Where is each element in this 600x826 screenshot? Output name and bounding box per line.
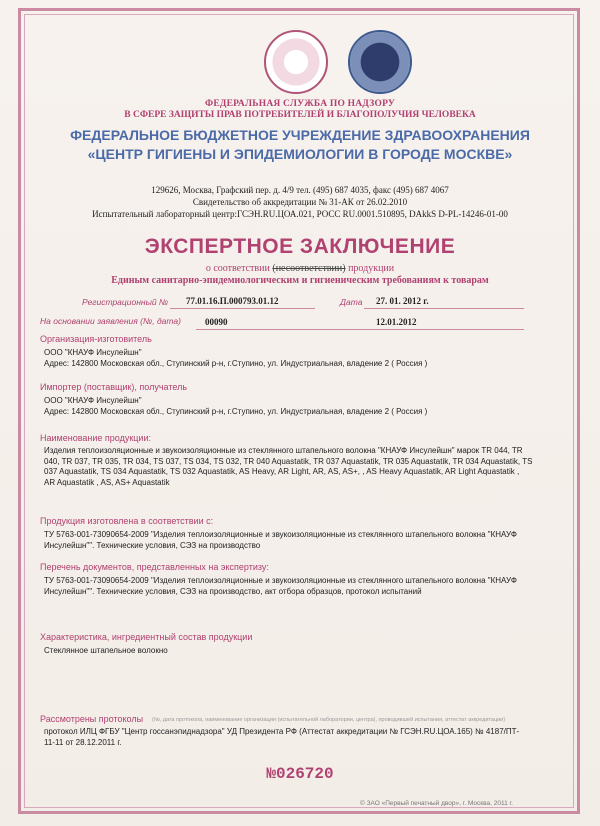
- produced-per-line: Инсулейшн"". Технические условия, СЭЗ на производство: [44, 540, 261, 550]
- subtitle-line1: [30, 263, 570, 274]
- produced-per-label: Продукция изготовлена в соответствии с:: [40, 516, 214, 526]
- protocols-label: Рассмотрены протоколы: [40, 714, 144, 724]
- application-number: 00090: [205, 317, 228, 327]
- documents-lines: [44, 576, 574, 597]
- serial-number: №026720: [266, 765, 334, 783]
- product-lines: [44, 446, 574, 488]
- institution-line2: «ЦЕНТР ГИГИЕНЫ И ЭПИДЕМИОЛОГИИ В ГОРОДЕ МОСКВЕ»: [87, 146, 513, 162]
- lab-center-line: Испытательный лабораторный центр:ГСЭН.RU.ЦОА.021, РОСС RU.0001.510895, DAkkS D-PL-14246-01-00: [92, 209, 508, 219]
- registration-number: 77.01.16.П.000793.01.12: [186, 296, 279, 306]
- documents-label: Перечень документов, представленных на экспертизу:: [40, 562, 269, 572]
- importer-address: Адрес: 142800 Московская обл., Ступинский р-н, г.Ступино, ул. Индустриальная, владение 2 ( Россия ): [44, 407, 428, 416]
- manufacturer-label: Организация-изготовитель: [40, 334, 152, 344]
- accreditation-line: Свидетельство об аккредитации № 31-АК от 26.02.2010: [192, 197, 408, 207]
- institution-line1: ФЕДЕРАЛЬНОЕ БЮДЖЕТНОЕ УЧРЕЖДЕНИЕ ЗДРАВООХРАНЕНИЯ: [70, 127, 530, 143]
- importer-label: Импортер (поставщик), получатель: [40, 382, 188, 392]
- product-line: 037 Aquastatik, TS 034 Aquastatik, TS 032 Aquastatik, AS Heavy, AR Light, AR, AS, AS+, , AS Heavy Aquastatik, AR Light Aquastatik ,: [44, 467, 520, 476]
- product-line: Изделия теплоизоляционные и звукоизоляционные из стеклянного штапельного волокна "КНАУФ Инсулейшн" марок TR 044, TR: [44, 446, 523, 455]
- hologram-seal-icon: [348, 30, 412, 94]
- subtitle-suffix: продукции: [348, 263, 395, 274]
- subtitle-struck: (несоответствии): [272, 263, 346, 274]
- produced-per-line: ТУ 5763-001-73090654-2009 "Изделия теплоизоляционные и звукоизоляционные из стеклянного штапельного волокна "КНАУФ: [44, 530, 517, 539]
- protocols-line: 11-11 от 28.12.2011 г.: [44, 737, 122, 747]
- agency-line1: ФЕДЕРАЛЬНАЯ СЛУЖБА ПО НАДЗОРУ: [204, 99, 396, 109]
- protocols-note: (№, дата протокола, наименование организации (испытательной лаборатории, центра), проводившей испытания, аттестат аккредитации): [152, 717, 506, 723]
- registration-date: 27. 01. 2012 г.: [376, 296, 429, 306]
- address-line1: 129626, Москва, Графский пер. д. 4/9 тел. (495) 687 4035, факс (495) 687 4067: [151, 185, 449, 195]
- agency-line2: В СФЕРЕ ЗАЩИТЫ ПРАВ ПОТРЕБИТЕЛЕЙ И БЛАГОПОЛУЧИЯ ЧЕЛОВЕКА: [124, 110, 476, 120]
- manufacturer-address: Адрес: 142800 Московская обл., Ступинский р-н, г.Ступино, ул. Индустриальная, владение 2 ( Россия ): [44, 359, 428, 368]
- protocols-line: протокол ИЛЦ ФГБУ "Центр госсанэпиднадзора" УД Президента РФ (Аттестат аккредитации № ГСЭН.RU.ЦОА.165) № 4187/ПТ-: [44, 727, 520, 736]
- application-date: 12.01.2012: [376, 317, 417, 327]
- composition-label: Характеристика, ингредиентный состав продукции: [40, 632, 253, 642]
- documents-line: ТУ 5763-001-73090654-2009 "Изделия теплоизоляционные и звукоизоляционные из стеклянного штапельного волокна "КНАУФ: [44, 576, 517, 585]
- documents-line: Инсулейшн"". Технические условия, СЭЗ на производство, акт отбора образцов, протокол испытаний: [44, 586, 422, 596]
- registration-label: Регистрационный №: [82, 297, 169, 307]
- application-label: На основании заявления (№, дата): [40, 316, 181, 326]
- protocols-lines: [44, 727, 574, 748]
- product-line: 040, TR 037, TR 035, TR 034, TS 037, TS 034, TS 032, TR 040 Aquastatik, TR 037 Aquastatik, TR 035 Aquastatik, TR 034 Aquastatik, TS: [44, 456, 533, 466]
- composition-value: Стеклянное штапельное волокно: [44, 646, 168, 655]
- product-line: AR Aquastatik , AS, AS+ Aquastatik: [44, 477, 170, 487]
- rospotrebnadzor-emblem-icon: [264, 30, 328, 94]
- importer-name: ООО "КНАУФ Инсулейшн": [44, 396, 142, 405]
- date-label: Дата: [340, 297, 363, 307]
- subtitle-line2: Единым санитарно-эпидемиологическим и гигиеническим требованиям к товарам: [111, 275, 489, 286]
- printer-footer: © ЗАО «Первый печатный двор», г. Москва, 2011 г.: [360, 800, 513, 807]
- produced-per-lines: [44, 530, 574, 551]
- subtitle-prefix: о соответствии: [205, 263, 270, 274]
- document-title: ЭКСПЕРТНОЕ ЗАКЛЮЧЕНИЕ: [144, 235, 456, 258]
- product-label: Наименование продукции:: [40, 433, 151, 443]
- manufacturer-name: ООО "КНАУФ Инсулейшн": [44, 348, 142, 357]
